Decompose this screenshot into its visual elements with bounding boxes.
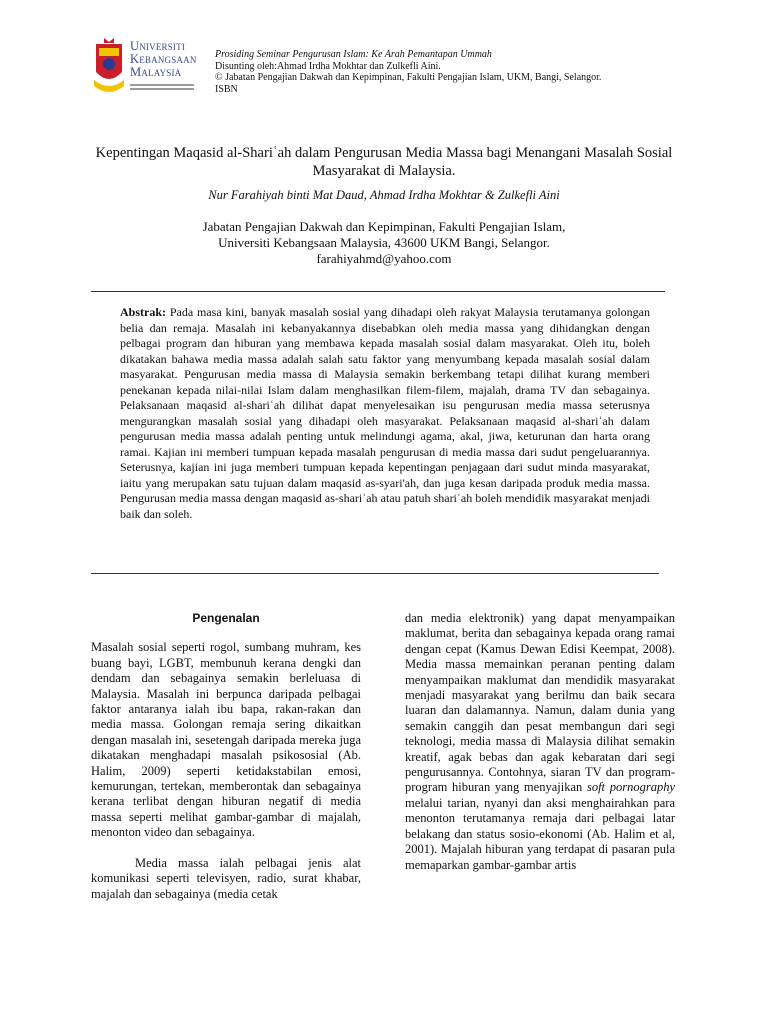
header-line: Prosiding Seminar Pengurusan Islam: Ke Arah Pemantapan Ummah [215, 49, 492, 60]
divider [91, 291, 665, 292]
university-name-line: Kebangsaan [130, 52, 197, 66]
divider [91, 573, 659, 574]
paragraph-text: melalui tarian, nyanyi dan aksi menghairahkan para menonton terutamanya remaja dari pelbagai latar belakang dan status sosio-ekonomi (Ab. Halim et al, 2001). Majalah hiburan yang terdapat di pasaran pula memaparkan gambar-gambar artis [405, 795, 675, 872]
header-line: Disunting oleh:Ahmad Irdha Mokhtar dan Zulkefli Aini. [215, 60, 441, 72]
affiliation-line: Universiti Kebangsaan Malaysia, 43600 UKM Bangi, Selangor. [218, 235, 550, 250]
body-paragraph: Masalah sosial seperti rogol, sumbang muhram, kes buang bayi, LGBT, membunuh kerana dengki dan dendam dan sebagainya semakin berleluasa di Malaysia. Masalah ini berpunca daripada pelbagai faktor antaranya ialah ibu bapa, rakan-rakan dan media massa. Golongan remaja sering dikaitkan dengan masalah ini, sesetengah daripada mereka juga dikatakan menghadapi masalah psikososial (Ab. Halim, 2009) seperti ketidakstabilan emosi, kemurungan, tertekan, memberontak dan sebagainya kerana terlibat dengan hiburan negatif di media massa seperti melihat gambar-gambar di majalah, menonton video dan sebagainya. [91, 640, 361, 840]
paper-title [95, 144, 673, 180]
abstract-text: Pada masa kini, banyak masalah sosial yang dihadapi oleh rakyat Malaysia terutamanya golongan belia dan remaja. Masalah ini kebanyakannya disebabkan oleh media massa yang dihidangkan dengan pelbagai program dan hiburan yang membawa kepada masalah sosial dalam masyarakat. Oleh itu, boleh dikatakan bahawa media massa adalah salah satu faktor yang menyumbang kepada masalah sosial dalam masyarakat. Pengurusan media massa di Malaysia semakin berkembang tetapi dilihat kurang memberi penekanan kepada nilai-nilai Islam dalam menghasilkan filem-filem, majalah, drama TV dan sebagainya. Pelaksanaan maqasid al-shariʿah dilihat dapat menyelesaikan isu pengurusan media massa seterusnya mengurangkan masalah sosial yang dihadapi oleh masyarakat. Pelaksanaan maqasid al-shariʿah dalam pengurusan media massa adalah penting untuk melindungi agama, akal, jiwa, keturunan dan harta orang ramai. Kajian ini memberi tumpuan kepada masalah pengurusan di media massa dari sudut pengeluarannya. Seterusnya, kajian ini juga memberi tumpuan kepada kepentingan penjagaan dari sudut minda masyarakat, iaitu yang merupakan satu tujuan dalam maqasid as-syari'ah, dan juga kesan daripada produk media massa. Pengurusan media massa dengan maqasid as-shariʿah atau patuh shariʿah boleh mendidik masyarakat menjadi baik dan soleh. [120, 305, 651, 521]
university-logo [92, 36, 196, 98]
body-paragraph: Media massa ialah pelbagai jenis alat komunikasi seperti televisyen, radio, surat khabar, majalah dan sebagainya (media cetak [91, 855, 361, 901]
title-line: Masyarakat di Malaysia. [312, 163, 456, 179]
header-line: © Jabatan Pengajian Dakwah dan Kepimpinan, Fakulti Pengajian Islam, UKM, Bangi, Selangor. [215, 72, 602, 83]
university-name-line: Universiti [130, 39, 186, 53]
body-paragraph [405, 611, 675, 873]
author-email[interactable]: farahiyahmd@yahoo.com [316, 251, 452, 266]
affiliation [95, 219, 673, 267]
paragraph-text: dan media elektronik) yang dapat menyampaikan maklumat, berita dan sebagainya kepada orang ramai dengan cepat (Kamus Dewan Edisi Keempat, 2008). Media massa memainkan peranan penting dalam menyampaikan maklumat dan mendidik masyarakat menjadi masyarakat yang berilmu dan baik secara luaran dan dalamannya. Namun, dalam dunia yang semakin canggih dan pesat membangun dari segi teknologi, media massa di Malaysia dilihat semakin kreatif, agak bebas dan agak kebaratan dari segi pengurusannya. Contohnya, siaran TV dan program-program hiburan yang menyajikan [405, 611, 675, 795]
italic-term: soft pornography [586, 780, 675, 795]
university-subtitle [130, 82, 194, 94]
university-name [130, 40, 197, 79]
section-heading: Pengenalan [192, 611, 260, 625]
proceedings-header [215, 49, 601, 95]
right-column [405, 611, 675, 873]
header-line: ISBN [215, 83, 238, 95]
abstract [120, 305, 650, 522]
abstract-label: Abstrak: [120, 305, 167, 319]
left-column [91, 611, 361, 902]
author-list: Nur Farahiyah binti Mat Daud, Ahmad Irdha Mokhtar & Zulkefli Aini [208, 188, 560, 202]
title-line: Kepentingan Maqasid al-Shariʿah dalam Pengurusan Media Massa bagi Menangani Masalah Sosial [95, 145, 673, 161]
ukm-crest-icon [92, 36, 126, 98]
affiliation-line: Jabatan Pengajian Dakwah dan Kepimpinan, Fakulti Pengajian Islam, [202, 219, 566, 234]
university-name-line: Malaysia [130, 65, 182, 79]
